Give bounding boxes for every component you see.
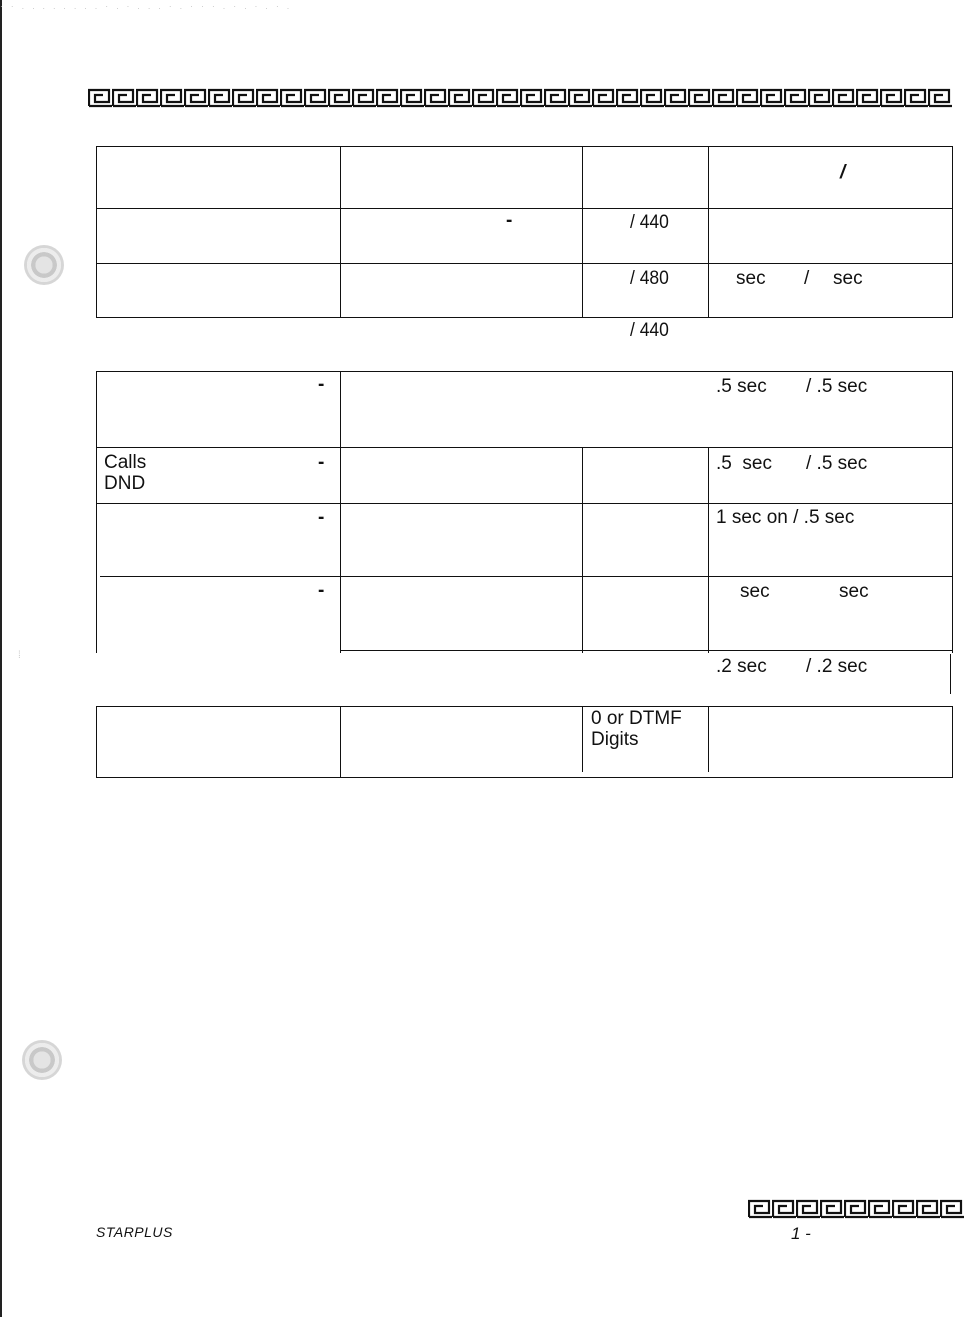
table2-row1-cadence-a: .5 sec	[716, 376, 767, 397]
table1-col-divider	[582, 146, 583, 318]
table2-row-divider	[96, 503, 953, 504]
table2-row1-cadence-b: / .5 sec	[806, 376, 868, 397]
table1-frame	[96, 146, 953, 318]
table2-row2-mark: -	[318, 452, 325, 473]
table2-col-divider	[582, 447, 583, 653]
table1-header-slash: /	[840, 162, 846, 183]
table2-col-divider	[708, 447, 709, 653]
table3-frame	[96, 706, 953, 778]
table1-trailing-freq: / 440	[630, 320, 669, 341]
table2-right-border	[952, 371, 953, 653]
table2-row-divider	[340, 650, 953, 651]
table2-trailing-cadence-b: / .2 sec	[806, 656, 868, 677]
greek-key-border-top	[88, 88, 952, 108]
table2-row3-mark: -	[318, 507, 325, 528]
table2-trailing-cadence-a: .2 sec	[716, 656, 767, 677]
table2-row2-cadence-b: / .5 sec	[806, 453, 868, 474]
table3-col-divider	[708, 706, 709, 772]
table2-row4-cadence-b: sec	[839, 581, 869, 602]
table3-freq-line2: Digits	[591, 729, 639, 750]
table1-col-divider	[340, 146, 341, 318]
table2-row3-cadence: 1 sec on / .5 sec	[716, 507, 855, 528]
table2-top-border	[96, 371, 953, 372]
table2-row2-label: Calls	[104, 452, 147, 473]
punch-hole-bottom	[22, 1040, 62, 1080]
table1-row2-freq: / 480	[630, 268, 669, 289]
table1-row1-mark: -	[506, 210, 513, 231]
table2-row2-label: DND	[104, 473, 146, 494]
page-left-edge	[0, 0, 2, 1317]
table2-left-border	[96, 371, 97, 653]
table3-col-divider	[340, 706, 341, 778]
scan-mark: ⁞	[18, 650, 21, 661]
table1-row2-cadence-slash: /	[804, 268, 810, 289]
table2-row-divider	[96, 447, 953, 448]
greek-key-border-bottom	[748, 1199, 964, 1219]
table2-row1-mark: -	[318, 374, 325, 395]
table2-row-divider	[100, 576, 953, 577]
table2-col-divider	[340, 371, 341, 653]
table1-row-divider	[96, 208, 953, 209]
table1-row1-freq: / 440	[630, 212, 669, 233]
footer-page-number: 1 -	[791, 1224, 811, 1243]
table2-row4-mark: -	[318, 580, 325, 601]
table1-row2-cadence-a: sec	[736, 268, 766, 289]
table2-trailing-edge	[950, 654, 951, 694]
punch-hole-top	[24, 245, 64, 285]
table1-row-divider	[96, 263, 953, 264]
footer-brand: STARPLUS	[96, 1224, 173, 1240]
scan-noise: · · . . . . . . . . · . · . . . · . · · · . · . · . · .	[0, 2, 293, 11]
table3-freq-line1: 0 or DTMF	[591, 708, 682, 729]
table3-col-divider	[582, 706, 583, 772]
table1-row2-cadence-b: sec	[833, 268, 863, 289]
table2-row4-cadence-a: sec	[740, 581, 770, 602]
table2-row2-cadence-a: .5 sec	[716, 453, 772, 474]
table1-col-divider	[708, 146, 709, 318]
